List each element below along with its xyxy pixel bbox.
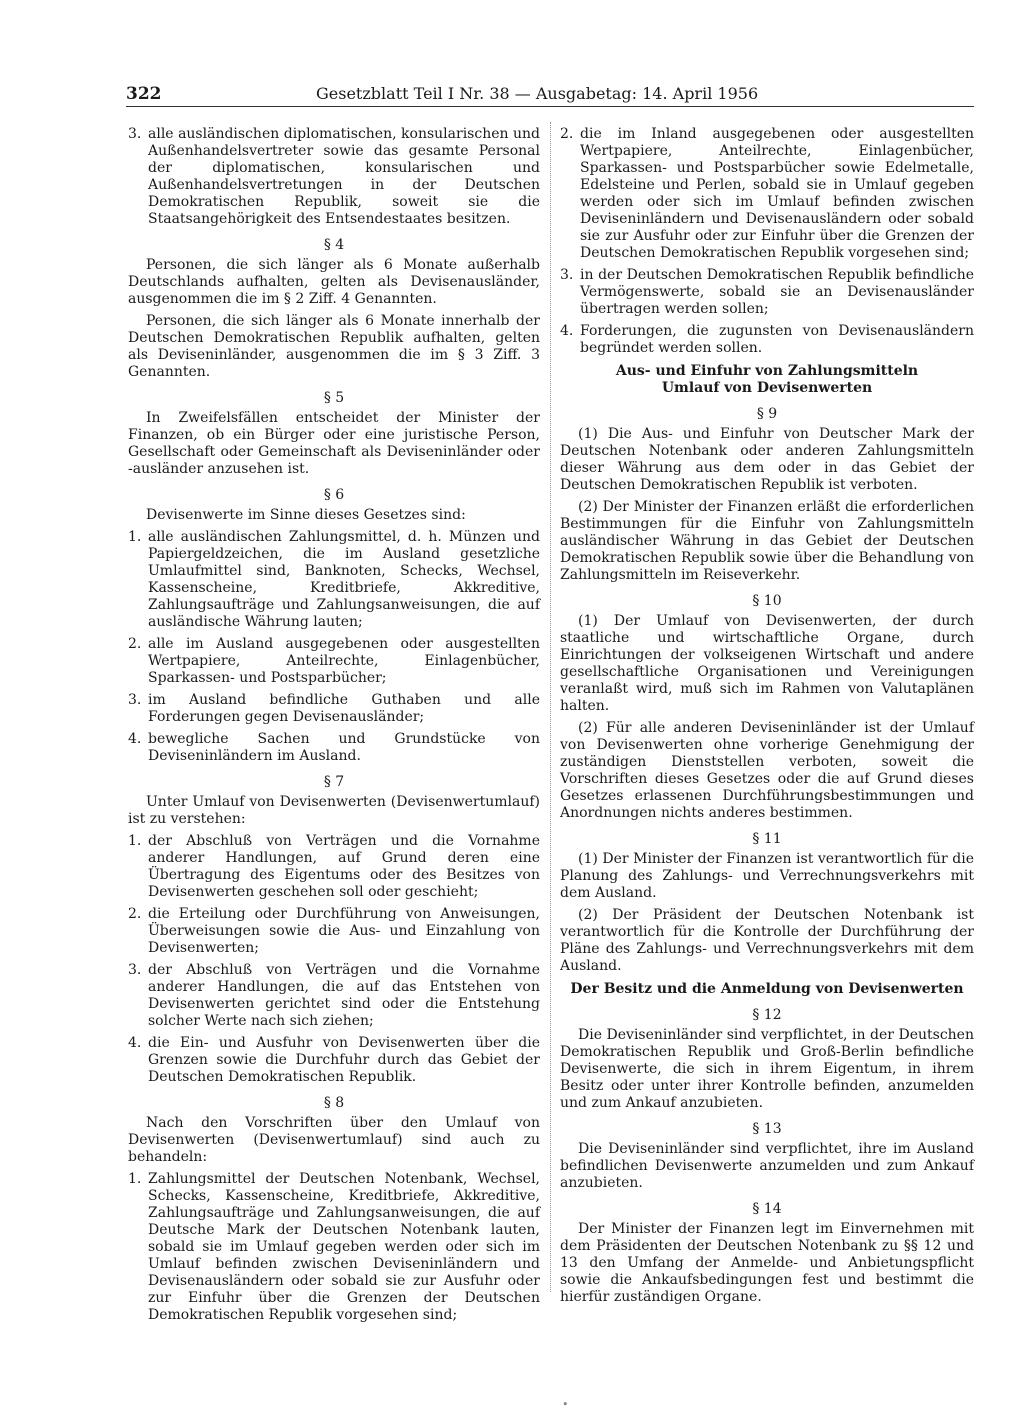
section-heading-9: § 9 [756,406,778,422]
paragraph: (2) Der Präsident der Deutschen Notenbank ist verantwortlich für die Kontrolle der Durchführung der Pläne des Zahlungs- und Verrechnungsverkehrs mit dem Ausland. [560,907,974,974]
paragraph: Personen, die sich länger als 6 Monate außerhalb Deutschlands aufhalten, gelten als Devisenausländer, ausgenommen die im § 2 Ziff. 4 Genannten. [128,257,540,307]
list-item [128,833,540,901]
list-item [128,1035,540,1086]
list-item [128,529,540,631]
list-item [560,267,974,318]
paragraph: Unter Umlauf von Devisenwerten (Devisenwertumlauf) ist zu verstehen: [128,794,540,827]
item-text: im Ausland befindliche Guthaben und alle Forderungen gegen Devisenausländer; [148,692,540,725]
section-heading-12: § 12 [752,1007,782,1023]
section-heading-4: § 4 [323,237,345,253]
item-number: 3. [128,962,142,978]
paragraph: In Zweifelsfällen entscheidet der Minister der Finanzen, ob ein Bürger oder eine juristische Person, Gesellschaft oder Gemeinschaft als Deviseninländer oder -ausländer anzusehen ist. [128,410,540,477]
item-number: 2. [128,906,142,922]
item-number: 3. [560,267,574,283]
item-number: 2. [128,636,142,652]
section-heading-10: § 10 [752,593,782,609]
paragraph: Die Deviseninländer sind verpflichtet, ihre im Ausland befindlichen Devisenwerte anzumelden und zum Ankauf anzubieten. [560,1141,974,1191]
section-heading-6: § 6 [323,487,345,503]
list-item [128,1171,540,1324]
item-number: 2. [560,126,574,142]
item-number: 4. [128,1035,142,1051]
list-item [560,126,974,262]
paragraph: (2) Der Minister der Finanzen erläßt die erforderlichen Bestimmungen für die Einfuhr von Zahlungsmitteln ausländischer Währung in das Gebiet der Deutschen Demokratischen Republik sowie über die Behandlung von Zahlungsmitteln im Reiseverkehr. [560,499,974,583]
item-number: 4. [128,731,142,747]
section-heading-5: § 5 [323,390,345,406]
list-item [128,731,540,765]
item-text: alle ausländischen diplomatischen, konsularischen und Außenhandelsvertreter sowie das gesamte Personal der diplomatischen, konsularischen und Außenhandelsvertretungen in der Deutschen Demokratischen Republik, soweit sie die Staatsangehörigkeit des Entsendestaates besitzen. [148,126,540,227]
item-text: der Abschluß von Verträgen und die Vornahme anderer Handlungen, die auf das Entstehen von Devisenwerten gerichtet sind oder die Entstehung solcher Werte nach sich ziehen; [148,962,540,1029]
item-number: 1. [128,529,142,545]
list-item [128,636,540,687]
running-title: Gesetzblatt Teil I Nr. 38 — Ausgabetag: 14. April 1956 [316,84,759,103]
chapter-heading-line: Aus- und Einfuhr von Zahlungsmitteln [615,363,919,379]
paragraph: (2) Für alle anderen Deviseninländer ist der Umlauf von Devisenwerten ohne vorherige Genehmigung der zuständigen Dienststellen verboten, soweit die Vorschriften dieses Gesetzes oder die auf Grund dieses Gesetzes erlassenen Durchführungsbestimmungen und Anordnungen nichts anderes bestimmen. [560,720,974,821]
item-text: die Ein- und Ausfuhr von Devisenwerten über die Grenzen sowie die Durchfuhr durch das Gebiet der Deutschen Demokratischen Republik. [148,1035,540,1085]
item-number: 4. [560,323,574,339]
paragraph: (1) Die Aus- und Einfuhr von Deutscher Mark der Deutschen Notenbank oder anderen Zahlungsmitteln dieser Währung aus dem oder in das Gebiet der Deutschen Demokratischen Republik ist verboten. [560,426,974,493]
paragraph: (1) Der Minister der Finanzen ist verantwortlich für die Planung des Zahlungs- und Verrechnungsverkehrs mit dem Ausland. [560,851,974,901]
list-item [128,962,540,1030]
item-text: bewegliche Sachen und Grundstücke von Deviseninländern im Ausland. [148,731,540,764]
item-text: der Abschluß von Verträgen und die Vornahme anderer Handlungen, auf Grund deren eine Übertragung des Eigentums oder des Besitzes von Devisenwerten geschehen soll oder geschieht; [148,833,540,900]
list-item [128,906,540,957]
section-heading-11: § 11 [752,831,782,847]
chapter-heading [560,363,974,397]
paragraph: Die Deviseninländer sind verpflichtet, in der Deutschen Demokratischen Republik und Groß-Berlin befindliche Devisenwerte, die sich in ihrem Eigentum, in ihrem Besitz oder unter ihrer Kontrolle befinden, anzumelden und zum Ankauf anzubieten. [560,1027,974,1111]
item-text: alle im Ausland ausgegebenen oder ausgestellten Wertpapiere, Anteilrechte, Einlagenbücher, Sparkassen- und Postsparbücher; [148,636,540,686]
item-number: 3. [128,126,142,142]
left-column [128,126,540,1329]
column-divider [550,122,551,1292]
item-text: alle ausländischen Zahlungsmittel, d. h. Münzen und Papiergeldzeichen, die im Ausland gesetzliche Umlaufmittel sind, Banknoten, Schecks, Wechsel, Kassenscheine, Kreditbriefe, Akkreditive, Zahlungsaufträge und Zahlungsanweisungen, die auf ausländische Währung lauten; [148,529,540,630]
list-item [128,692,540,726]
page-number: 322 [126,84,162,104]
item-text: in der Deutschen Demokratischen Republik befindliche Vermögenswerte, sobald sie an Devisenausländer übertragen werden sollen; [580,267,974,317]
item-text: die Erteilung oder Durchführung von Anweisungen, Überweisungen sowie die Aus- und Einzahlung von Devisenwerten; [148,906,540,956]
section-heading-7: § 7 [323,774,345,790]
section-heading-13: § 13 [752,1121,782,1137]
section-heading-14: § 14 [752,1201,782,1217]
item-number: 1. [128,1171,142,1187]
scan-speck-mark: • [562,1398,569,1411]
item-text: Zahlungsmittel der Deutschen Notenbank, Wechsel, Schecks, Kassenscheine, Kreditbriefe, Akkreditive, Zahlungsaufträge und Zahlungsanweisungen, die auf Deutsche Mark der Deutschen Notenbank lauten, sobald sie im Umlauf gegeben werden oder sich im Umlauf befinden zwischen Deviseninländern und Devisenausländern oder sobald sie zur Ausfuhr oder zur Einfuhr über die Grenzen der Deutschen Demokratischen Republik vorgesehen sind; [148,1171,540,1323]
paragraph: Devisenwerte im Sinne dieses Gesetzes sind: [146,507,466,523]
section-heading-8: § 8 [323,1095,345,1111]
right-column [560,126,974,1311]
item-number: 3. [128,692,142,708]
paragraph: Personen, die sich länger als 6 Monate innerhalb der Deutschen Demokratischen Republik aufhalten, gelten als Deviseninländer, ausgenommen die im § 3 Ziff. 3 Genannten. [128,313,540,380]
list-item [128,126,540,228]
list-item [560,323,974,357]
paragraph: Nach den Vorschriften über den Umlauf von Devisenwerten (Devisenwertumlauf) sind auch zu behandeln: [128,1115,540,1165]
item-text: Forderungen, die zugunsten von Devisenausländern begründet werden sollen. [580,323,974,356]
item-text: die im Inland ausgegebenen oder ausgestellten Wertpapiere, Anteilrechte, Einlagenbücher, Sparkassen- und Postsparbücher sowie Edelmetalle, Edelsteine und Perlen, sobald sie in Umlauf gegeben werden oder sich im Umlauf befinden zwischen Deviseninländern und Devisenausländern oder sobald sie zur Ausfuhr oder zur Einfuhr über die Grenzen der Deutschen Demokratischen Republik vorgesehen sind; [580,126,974,261]
item-number: 1. [128,833,142,849]
chapter-heading-line: Umlauf von Devisenwerten [661,380,873,396]
paragraph: Der Minister der Finanzen legt im Einvernehmen mit dem Präsidenten der Deutschen Notenbank zu §§ 12 und 13 den Umfang der Anmelde- und Anbietungspflicht sowie die Ankaufsbedingungen fest und bestimmt die hierfür zuständigen Organe. [560,1221,974,1305]
page-header [126,84,974,107]
paragraph: (1) Der Umlauf von Devisenwerten, der durch staatliche und wirtschaftliche Organe, durch Einrichtungen der volkseigenen Wirtschaft und andere gesellschaftliche Organisationen und Vereinigungen veranlaßt wird, muß sich im Rahmen von Valutaplänen halten. [560,613,974,714]
chapter-heading: Der Besitz und die Anmeldung von Devisenwerten [570,981,964,997]
